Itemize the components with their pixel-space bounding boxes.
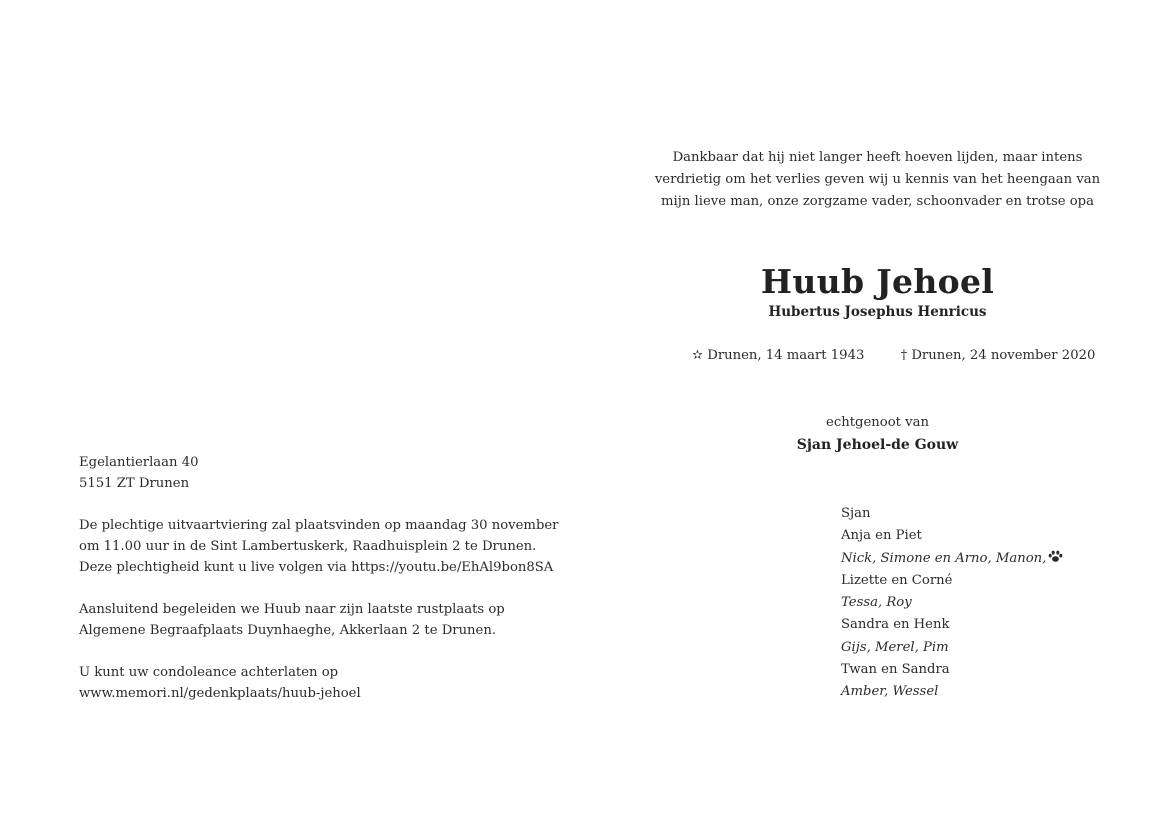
address-block [79,452,599,494]
burial-line: Algemene Begraafplaats Duynhaeghe, Akkerlaan 2 te Drunen. [79,623,497,638]
grandchildren-names: Nick, Simone en Arno, Manon, [841,550,1047,566]
service-livestream-line: Deze plechtigheid kunt u live volgen via https://youtu.be/EhAl9bon8SA [79,560,554,575]
burial-block [79,599,599,641]
family-member: Sandra en Henk [841,617,950,633]
family-member: Twan en Sandra [841,662,950,678]
intro-text [640,147,1115,213]
condolence-line: U kunt uw condoleance achterlaten op [79,665,339,680]
family-member: Lizette en Corné [841,572,953,588]
paw-icon [1048,549,1063,562]
burial-line: Aansluitend begeleiden we Huub naar zijn laatste rustplaats op [79,602,505,617]
condolence-block [79,662,599,704]
death-date: † Drunen, 24 november 2020 [900,348,1096,363]
life-dates [692,348,1095,363]
intro-line: Dankbaar dat hij niet langer heeft hoeven lijden, maar intens [672,150,1083,165]
family-member: Anja en Piet [841,528,922,544]
service-line: De plechtige uitvaartviering zal plaatsvinden op maandag 30 november [79,518,559,533]
service-block [79,515,599,578]
deceased-name: Huub Jehoel [760,262,995,301]
intro-line: verdrietig om het verlies geven wij u kennis van het heengaan van [654,172,1101,187]
grandchildren-row: Amber, Wessel [841,684,939,700]
condolence-url: www.memori.nl/gedenkplaats/huub-jehoel [79,686,361,701]
address-street: Egelantierlaan 40 [79,455,199,470]
announcement [640,0,1115,827]
grandchildren-row [841,548,1063,570]
grandchildren-row: Tessa, Roy [841,595,912,611]
service-details [79,452,599,725]
service-line: om 11.00 uur in de Sint Lambertuskerk, Raadhuisplein 2 te Drunen. [79,539,537,554]
grandchildren-row: Gijs, Merel, Pim [841,639,949,655]
intro-line: mijn lieve man, onze zorgzame vader, schoonvader en trotse opa [661,194,1094,209]
deceased-full-name: Hubertus Josephus Henricus [768,304,987,320]
spouse-label: echtgenoot van [826,415,929,430]
family-member: Sjan [841,506,871,521]
birth-date: ✫ Drunen, 14 maart 1943 [692,348,865,363]
family-list [841,503,1063,704]
spouse-name: Sjan Jehoel-de Gouw [796,437,959,453]
address-city: 5151 ZT Drunen [79,476,190,491]
